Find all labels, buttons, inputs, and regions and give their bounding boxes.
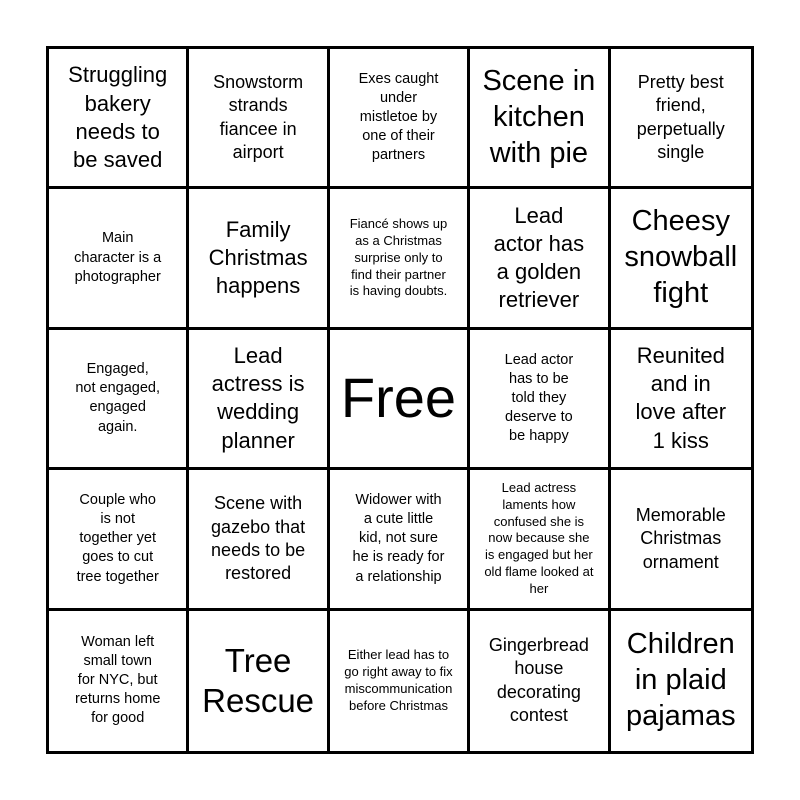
bingo-cell-r4c4[interactable] [470, 470, 610, 610]
bingo-cell-text: Children in plaid pajamas [625, 627, 736, 732]
bingo-cell-r3c2[interactable] [189, 330, 329, 470]
bingo-cell-r4c5[interactable] [611, 470, 751, 610]
bingo-cell-text: Scene in kitchen with pie [482, 64, 596, 169]
bingo-cell-text: Woman left small town for NYC, but returns home for good [74, 633, 161, 727]
bingo-cell-text: Reunited and in love after 1 kiss [635, 343, 727, 453]
bingo-cell-text: Gingerbread house decorating contest [488, 635, 589, 726]
bingo-cell-r2c5[interactable] [611, 189, 751, 329]
bingo-cell-r4c1[interactable] [49, 470, 189, 610]
bingo-cell-r2c4[interactable] [470, 189, 610, 329]
bingo-cell-text: Widower with a cute little kid, not sure he is ready for a relationship [352, 492, 445, 585]
bingo-cell-text: Engaged, not engaged, engaged again. [75, 361, 161, 435]
bingo-cell-r4c3[interactable] [330, 470, 470, 610]
bingo-cell-text: Lead actress is wedding planner [211, 343, 305, 453]
bingo-cell-text: Memorable Christmas ornament [635, 504, 726, 572]
bingo-cell-r1c2[interactable] [189, 49, 329, 189]
bingo-cell-text: Scene with gazebo that needs to be restored [211, 493, 306, 584]
bingo-cell-r3c4[interactable] [470, 330, 610, 470]
bingo-board [46, 46, 754, 754]
bingo-cell-r1c4[interactable] [470, 49, 610, 189]
bingo-cell-text: Family Christmas happens [208, 216, 308, 299]
bingo-cell-r5c2[interactable] [189, 611, 329, 751]
bingo-cell-text: Either lead has to go right away to fix miscommunication before Christmas [344, 647, 453, 713]
bingo-cell-free[interactable] [330, 330, 470, 470]
bingo-cell-text: Fiancé shows up as a Christmas surprise only to find their partner is having doubts. [349, 215, 448, 299]
bingo-cell-text: Lead actor has a golden retriever [493, 202, 585, 313]
bingo-cell-text: Couple who is not together yet goes to cut tree together [76, 492, 159, 585]
bingo-cell-text: Tree Rescue [202, 641, 315, 719]
bingo-cell-text: Pretty best friend, perpetually single [636, 71, 725, 163]
bingo-cell-r2c2[interactable] [189, 189, 329, 329]
bingo-cell-text: Exes caught under mistletoe by one of their partners [358, 70, 439, 164]
bingo-cell-r1c5[interactable] [611, 49, 751, 189]
bingo-cell-text: Struggling bakery needs to be saved [68, 62, 168, 172]
bingo-cell-r5c3[interactable] [330, 611, 470, 751]
bingo-cell-text: Lead actress laments how confused she is now because she is engaged but her old flame looked at her [484, 479, 594, 597]
bingo-cell-text: Lead actor has to be told they deserve to be happy [504, 351, 574, 445]
bingo-cell-r5c4[interactable] [470, 611, 610, 751]
bingo-cell-r1c1[interactable] [49, 49, 189, 189]
bingo-cell-text: Main character is a photographer [74, 230, 162, 285]
free-space-label: Free [340, 366, 457, 430]
bingo-cell-r3c1[interactable] [49, 330, 189, 470]
bingo-cell-r2c1[interactable] [49, 189, 189, 329]
bingo-cell-text: Cheesy snowball fight [624, 205, 738, 310]
bingo-cell-r5c1[interactable] [49, 611, 189, 751]
bingo-cell-r4c2[interactable] [189, 470, 329, 610]
bingo-cell-r1c3[interactable] [330, 49, 470, 189]
bingo-cell-r3c5[interactable] [611, 330, 751, 470]
bingo-cell-text: Snowstorm strands fiancee in airport [213, 71, 304, 163]
bingo-cell-r5c5[interactable] [611, 611, 751, 751]
bingo-cell-r2c3[interactable] [330, 189, 470, 329]
